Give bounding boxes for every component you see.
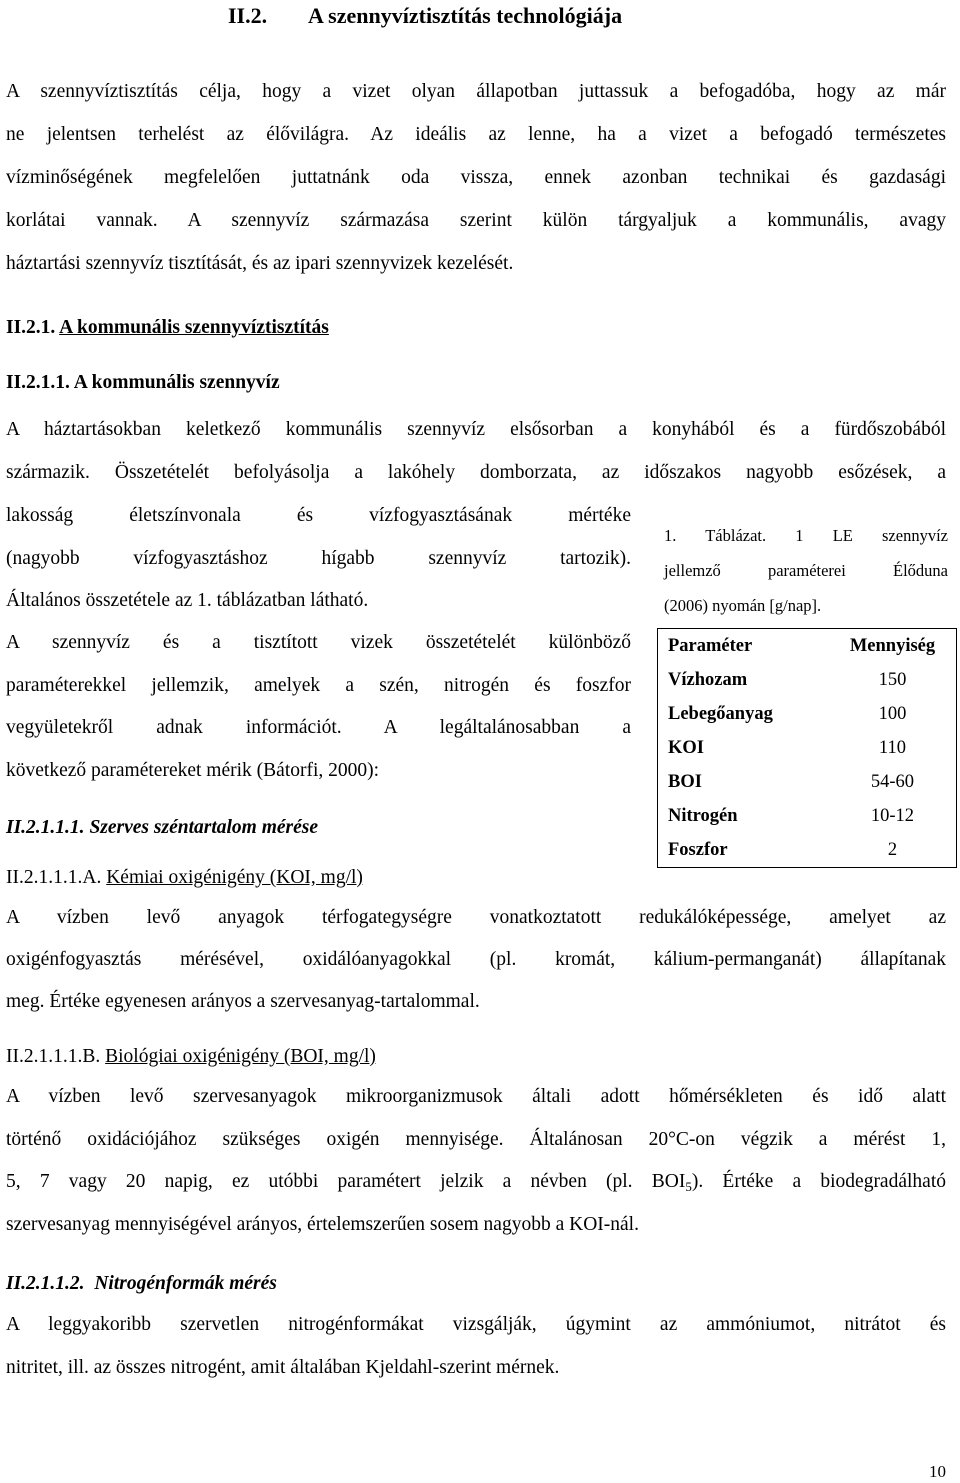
intro-line-4: korlátai vannak. A szennyvíz származása szerint külön tárgyaljuk a kommunális, avagy [6, 210, 946, 231]
section-heading-boi [6, 1045, 376, 1069]
nitrogen-line-1: A leggyakoribb szervetlen nitrogénformákat vizsgálják, úgymint az ammóniumot, nitrátot és [6, 1314, 946, 1335]
kommunalis-line-1: A háztartásokban keletkező kommunális szennyvíz elsősorban a konyhából és a fürdőszobából [6, 419, 946, 440]
kommunalis-line-3: lakosság életszínvonala és vízfogyasztásának mértéke [6, 505, 631, 526]
section-title: A kommunális szennyvíz [73, 372, 280, 393]
section-title: Kémiai oxigénigény (KOI, mg/l) [106, 867, 363, 888]
table-cell-parameter: KOI [668, 737, 704, 758]
table-row [658, 799, 957, 833]
table-cell-parameter: Vízhozam [668, 669, 748, 690]
page-heading [228, 4, 622, 28]
table-cell-value: 150 [878, 669, 907, 690]
params-line-4: következő paramétereket mérik (Bátorfi, 2000): [6, 760, 380, 781]
section-title: A kommunális szennyvíztisztítás [59, 317, 329, 338]
params-line-2: paraméterekkel jellemzik, amelyek a szén, nitrogén és foszfor [6, 675, 631, 696]
table-cell-parameter: BOI [668, 771, 702, 792]
section-number: II.2.1. [6, 317, 56, 338]
section-number: II.2.1.1.1.A. [6, 867, 102, 888]
intro-line-2: ne jelentsen terhelést az élővilágra. Az ideális az lenne, ha a vizet a befogadó természetes [6, 124, 946, 145]
heading-number: II.2. [228, 3, 268, 28]
boi-line-3 [6, 1170, 946, 1194]
section-title: Szerves széntartalom mérése [89, 817, 319, 838]
section-heading-koi [6, 866, 363, 890]
koi-line-1: A vízben levő anyagok térfogategységre vonatkoztatott redukálóképessége, amelyet az [6, 907, 946, 928]
section-heading-2-1-1-1 [6, 816, 318, 840]
section-heading-2-1-1 [6, 371, 280, 395]
table-row [658, 765, 957, 799]
table-row [658, 833, 957, 868]
table-cell-parameter: Lebegőanyag [668, 703, 773, 724]
heading-title: A szennyvíztisztítás technológiája [308, 3, 623, 28]
table-row [658, 731, 957, 765]
params-line-3: vegyületekről adnak információt. A legáltalánosabban a [6, 717, 631, 738]
intro-line-1: A szennyvíztisztítás célja, hogy a vizet olyan állapotban juttassuk a befogadóba, hogy az már [6, 81, 946, 102]
params-line-1: A szennyvíz és a tisztított vizek összetételét különböző [6, 632, 631, 653]
parameter-table [657, 628, 957, 868]
table-cell-parameter: Nitrogén [668, 805, 738, 826]
section-number: II.2.1.1.1.B. [6, 1046, 101, 1067]
boi-subscript: 5 [685, 1179, 692, 1194]
table-cell-value: 2 [887, 839, 898, 860]
table-cell-value: 100 [878, 703, 907, 724]
section-number: II.2.1.1.1. [6, 817, 85, 838]
section-heading-2-1 [6, 316, 329, 340]
table-header-row [658, 629, 957, 664]
koi-line-3: meg. Értéke egyenesen arányos a szervesanyag-tartalommal. [6, 991, 480, 1012]
section-heading-2-1-1-2 [6, 1272, 277, 1296]
nitrogen-line-2: nitritet, ill. az összes nitrogént, amit általában Kjeldahl-szerint mérnek. [6, 1357, 560, 1378]
table-cell-value: 54-60 [870, 771, 915, 792]
table-caption-line-1: 1. Táblázat. 1 LE szennyvíz [664, 526, 948, 545]
intro-line-3: vízminőségének megfelelően juttatnánk oda vissza, ennek azonban technikai és gazdasági [6, 167, 946, 188]
table-header-cell: Paraméter [668, 635, 753, 656]
boi-line-1: A vízben levő szervesanyagok mikroorganizmusok általi adott hőmérsékleten és idő alatt [6, 1086, 946, 1107]
boi-line-3-text: 5, 7 vagy 20 napig, ez utóbbi paramétert jelzik a névben (pl. BOI [6, 1171, 686, 1192]
boi-line-4: szervesanyag mennyiségével arányos, értelemszerűen sosem nagyobb a KOI-nál. [6, 1214, 639, 1235]
table-header-cell: Mennyiség [849, 635, 936, 656]
section-number: II.2.1.1. [6, 372, 70, 393]
kommunalis-line-5: Általános összetétele az 1. táblázatban látható. [6, 590, 369, 611]
koi-line-2: oxigénfogyasztás mérésével, oxidálóanyagokkal (pl. kromát, kálium-permanganát) állapítanak [6, 949, 946, 970]
table-cell-value: 10-12 [870, 805, 915, 826]
intro-line-5: háztartási szennyvíz tisztítását, és az ipari szennyvizek kezelését. [6, 253, 514, 274]
table-caption-line-2: jellemző paraméterei Élőduna [664, 561, 948, 580]
table-cell-parameter: Foszfor [668, 839, 728, 860]
kommunalis-line-4: (nagyobb vízfogyasztáshoz hígabb szennyvíz tartozik). [6, 548, 631, 569]
kommunalis-line-2: származik. Összetételét befolyásolja a lakóhely domborzata, az időszakos nagyobb esőzések, a [6, 462, 946, 483]
section-number: II.2.1.1.2. [6, 1273, 85, 1294]
section-title: Biológiai oxigénigény (BOI, mg/l) [105, 1046, 376, 1067]
boi-line-2: történő oxidációjához szükséges oxigén mennyisége. Általánosan 20°C-on végzik a mérést 1, [6, 1129, 946, 1150]
table-row [658, 697, 957, 731]
table-row [658, 663, 957, 697]
boi-line-3-rest: ). Értéke a biodegradálható [691, 1171, 946, 1192]
table-caption-line-3: (2006) nyomán [g/nap]. [664, 596, 822, 615]
section-title: Nitrogénformák mérés [94, 1273, 277, 1294]
table-cell-value: 110 [878, 737, 906, 758]
page-number: 10 [929, 1462, 946, 1481]
